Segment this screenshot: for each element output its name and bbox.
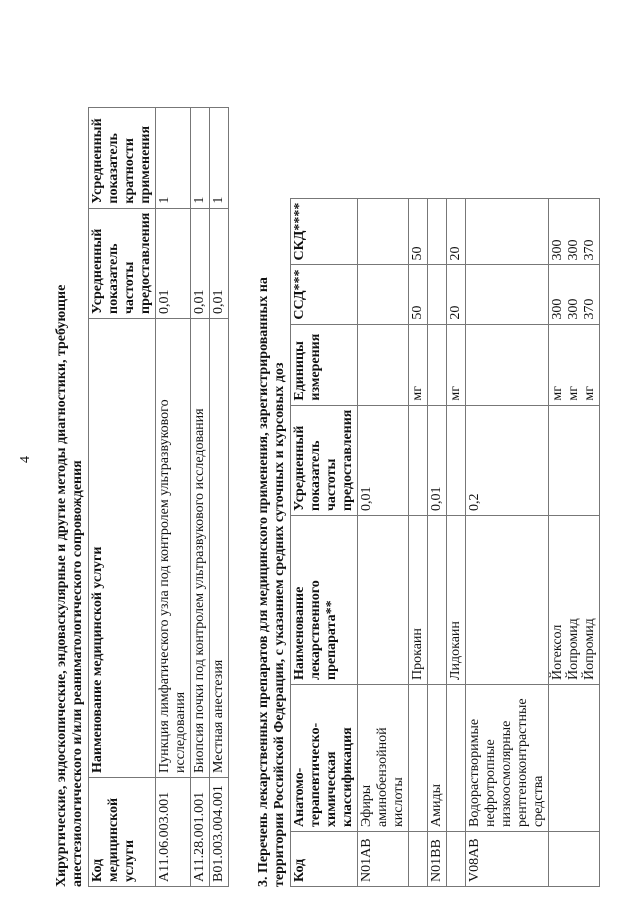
- drug-frequency: [409, 405, 428, 515]
- drug-unit: мг: [447, 324, 466, 405]
- drug-name: Йопромид: [582, 618, 597, 680]
- drug-name: [358, 516, 409, 685]
- drug-name: Лидокаин: [447, 516, 466, 685]
- service-multiplicity: 1: [156, 107, 191, 208]
- blank-cell: [549, 685, 600, 832]
- drug-skd: [466, 198, 549, 265]
- drug-name: [428, 516, 447, 685]
- table-row: [210, 107, 229, 886]
- atc-code: N01AB: [358, 832, 409, 887]
- drug-unit: мг: [409, 324, 428, 405]
- drug-skd-list: [549, 198, 600, 265]
- header-skd: СКД****: [291, 198, 358, 265]
- drug-unit: мг: [582, 386, 597, 401]
- table-row: [428, 198, 447, 886]
- service-multiplicity: 1: [210, 107, 229, 208]
- atc-name: Водорастворимые нефротропные низкоосмолярные рентгеноконтрастные средства: [466, 685, 549, 832]
- table-row: [358, 198, 409, 886]
- header-service-code: Код медицинской услуги: [89, 778, 156, 887]
- drug-name-list: [549, 516, 600, 685]
- blank-cell: [447, 685, 466, 832]
- service-code: B01.003.004.001: [210, 778, 229, 887]
- drug-ssd: [466, 265, 549, 324]
- blank-cell: [447, 832, 466, 887]
- drug-unit-list: [549, 324, 600, 405]
- drug-ssd: 50: [409, 265, 428, 324]
- service-code: A11.28.001.001: [191, 778, 210, 887]
- drug-skd: 50: [409, 198, 428, 265]
- drug-frequency: [447, 405, 466, 515]
- drug-frequency: 0,01: [358, 405, 409, 515]
- drug-skd: 300: [566, 239, 581, 261]
- drug-unit: [358, 324, 409, 405]
- drug-ssd: 370: [582, 298, 597, 320]
- drug-unit: мг: [566, 386, 581, 401]
- header-atc: Анатомо-терапевтическо-химическая классификация: [291, 685, 358, 832]
- header-multiplicity: Усредненный показатель кратности применения: [89, 107, 156, 208]
- services-table: [88, 107, 229, 887]
- page-number: 4: [18, 456, 33, 463]
- service-multiplicity: 1: [191, 107, 210, 208]
- atc-code: V08AB: [466, 832, 549, 887]
- atc-code: N01BB: [428, 832, 447, 887]
- drug-ssd: 300: [550, 298, 565, 320]
- table-row: [466, 198, 549, 886]
- drug-skd: [358, 198, 409, 265]
- blank-cell: [409, 832, 428, 887]
- header-unit: Единицы измерения: [291, 324, 358, 405]
- drug-ssd: [358, 265, 409, 324]
- service-name: Пункция лимфатического узла под контролем ультразвукового исследования: [156, 319, 191, 778]
- drug-name: Йопромид: [566, 618, 581, 680]
- drug-name: [466, 516, 549, 685]
- service-name: Местная анестезия: [210, 319, 229, 778]
- section-1-title: Хирургические, эндоскопические, эндоваскулярные и другие методы диагностики, требующие анестезиологического и/или реаниматологического сопровождения: [54, 284, 85, 887]
- table-row: [549, 198, 600, 886]
- atc-name: Амиды: [428, 685, 447, 832]
- drug-ssd: 300: [566, 298, 581, 320]
- services-header-row: [89, 107, 156, 886]
- drug-skd: [428, 198, 447, 265]
- drug-unit: мг: [550, 386, 565, 401]
- drug-name: Йогексол: [550, 624, 565, 680]
- header-ssd: ССД***: [291, 265, 358, 324]
- drugs-table: [290, 198, 600, 887]
- header-service-name: Наименование медицинской услуги: [89, 319, 156, 778]
- header-code: Код: [291, 832, 358, 887]
- service-frequency: 0,01: [156, 208, 191, 318]
- drug-ssd: 20: [447, 265, 466, 324]
- drug-skd: 370: [582, 239, 597, 261]
- drug-frequency: 0,2: [466, 405, 549, 515]
- blank-cell: [409, 685, 428, 832]
- drug-skd: 300: [550, 239, 565, 261]
- blank-cell: [549, 832, 600, 887]
- table-row: [191, 107, 210, 886]
- service-code: A11.06.003.001: [156, 778, 191, 887]
- table-row: [447, 198, 466, 886]
- header-frequency: Усредненный показатель частоты предоставления: [291, 405, 358, 515]
- drug-ssd-list: [549, 265, 600, 324]
- drug-frequency: 0,01: [428, 405, 447, 515]
- header-drug: Наименование лекарственного препарата**: [291, 516, 358, 685]
- header-frequency: Усредненный показатель частоты предоставления: [89, 208, 156, 318]
- service-name: Биопсия почки под контролем ультразвукового исследования: [191, 319, 210, 778]
- drug-skd: 20: [447, 198, 466, 265]
- service-frequency: 0,01: [210, 208, 229, 318]
- service-frequency: 0,01: [191, 208, 210, 318]
- drug-frequency: [549, 405, 600, 515]
- drug-ssd: [428, 265, 447, 324]
- section-3-title: 3. Перечень лекарственных препаратов для медицинского применения, зарегистрированных на территории Российской Федерации, с указанием средних суточных и курсовых доз: [256, 277, 287, 887]
- table-row: [156, 107, 191, 886]
- drug-name: Прокаин: [409, 516, 428, 685]
- drug-unit: [466, 324, 549, 405]
- table-row: [409, 198, 428, 886]
- drug-unit: [428, 324, 447, 405]
- drugs-header-row: [291, 198, 358, 886]
- atc-name: Эфиры аминобензойной кислоты: [358, 685, 409, 832]
